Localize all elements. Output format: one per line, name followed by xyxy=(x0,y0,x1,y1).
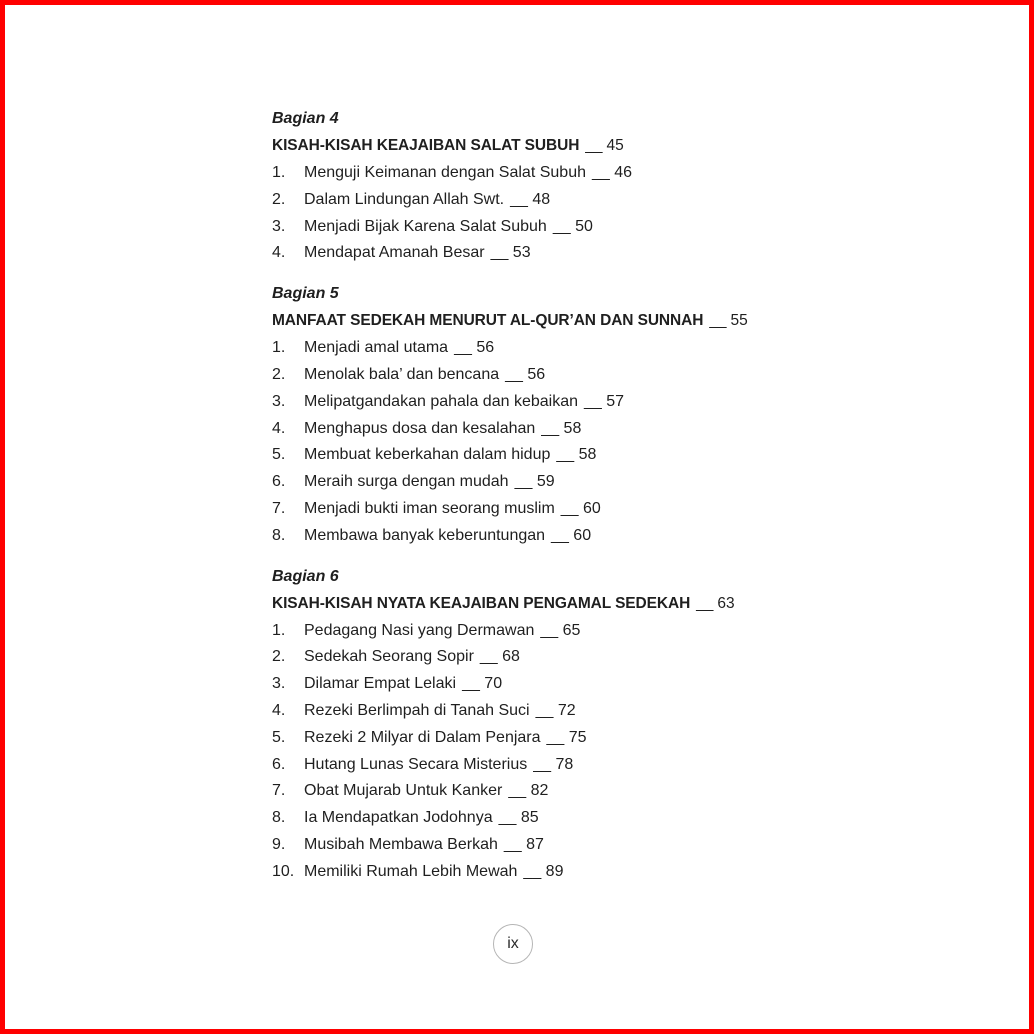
toc-item-number: 2. xyxy=(272,648,286,666)
toc-item-title: Rezeki Berlimpah di Tanah Suci xyxy=(304,701,530,719)
toc-item-number: 8. xyxy=(272,526,286,544)
toc-item-title: Dilamar Empat Lelaki xyxy=(304,675,457,693)
toc-item-page: __ 82 xyxy=(508,782,549,800)
toc-item-page: __ 65 xyxy=(540,621,581,639)
toc-item-page: __ 85 xyxy=(498,809,539,827)
toc-item-page: __ 68 xyxy=(479,648,520,666)
toc-item-page: __ 48 xyxy=(510,190,551,208)
toc-item xyxy=(272,700,832,727)
toc-section xyxy=(272,566,832,888)
toc-item-number: 8. xyxy=(272,809,286,827)
toc-item-page: __ 50 xyxy=(552,217,593,235)
part-title-page: __ 55 xyxy=(709,312,748,330)
toc-item xyxy=(272,418,832,445)
toc-item-number: 6. xyxy=(272,755,286,773)
toc-item-title: Menghapus dosa dan kesalahan xyxy=(304,419,536,437)
toc-item xyxy=(272,216,832,243)
part-title xyxy=(272,593,832,620)
toc-item-title: Sedekah Seorang Sopir xyxy=(304,648,474,666)
toc-item-number: 7. xyxy=(272,782,286,800)
toc-item-title: Mendapat Amanah Besar xyxy=(304,244,485,262)
part-title-page: __ 63 xyxy=(696,594,735,612)
toc-item-number: 2. xyxy=(272,190,286,208)
toc-item xyxy=(272,727,832,754)
toc-item xyxy=(272,807,832,834)
toc-item xyxy=(272,780,832,807)
toc-item-page: __ 46 xyxy=(591,164,633,181)
toc-item-number: 9. xyxy=(272,835,286,853)
toc-item-number: 1. xyxy=(272,621,286,639)
toc-item-number: 3. xyxy=(272,675,286,693)
toc-item xyxy=(272,620,832,647)
toc-item-title: Menjadi Bijak Karena Salat Subuh xyxy=(304,217,547,235)
toc-section xyxy=(272,108,832,269)
toc-item xyxy=(272,444,832,471)
part-label: Bagian 5 xyxy=(272,285,339,303)
part-title-text: MANFAAT SEDEKAH MENURUT AL-QUR’AN DAN SUNNAH xyxy=(272,312,704,330)
part-title xyxy=(272,135,832,162)
toc-item-page: __ 58 xyxy=(541,419,582,437)
toc-item-page: __ 75 xyxy=(546,728,587,746)
toc-item xyxy=(272,471,832,498)
toc-item-page: __ 57 xyxy=(584,392,625,410)
toc-item-page: __ 60 xyxy=(551,526,592,544)
toc-item-title: Menjadi amal utama xyxy=(304,339,449,357)
toc-item xyxy=(272,391,832,418)
toc-item-number: 2. xyxy=(272,365,286,383)
toc-item-page: __ 59 xyxy=(514,473,555,491)
toc-item-number: 4. xyxy=(272,244,286,262)
toc-item-page: __ 56 xyxy=(505,365,546,383)
toc-item-title: Meraih surga dengan mudah xyxy=(304,473,509,491)
toc-item xyxy=(272,834,832,861)
toc-section xyxy=(272,283,832,551)
toc-item-title: Musibah Membawa Berkah xyxy=(304,835,498,853)
toc-item-page: __ 53 xyxy=(490,244,531,262)
toc-item-page: __ 89 xyxy=(523,862,564,880)
toc-item xyxy=(272,673,832,700)
toc-item xyxy=(272,189,832,216)
toc-item xyxy=(272,364,832,391)
toc-item-title: Menjadi bukti iman seorang muslim xyxy=(304,499,555,517)
toc-item-title: Rezeki 2 Milyar di Dalam Penjara xyxy=(304,728,541,746)
toc-item-page: __ 56 xyxy=(454,339,495,357)
toc-item-page: __ 72 xyxy=(535,701,576,719)
part-title-page: __ 45 xyxy=(585,137,624,154)
part-title-text: KISAH-KISAH NYATA KEAJAIBAN PENGAMAL SEDEKAH xyxy=(272,594,691,612)
part-title-text: KISAH-KISAH KEAJAIBAN SALAT SUBUH xyxy=(272,137,580,154)
toc-item xyxy=(272,525,832,552)
part-label: Bagian 4 xyxy=(272,110,339,127)
toc-item-page: __ 70 xyxy=(462,675,503,693)
toc-item-title: Ia Mendapatkan Jodohnya xyxy=(304,809,493,827)
toc-item-number: 5. xyxy=(272,446,286,464)
page-number: ix xyxy=(493,924,533,964)
toc-item-page: __ 60 xyxy=(560,499,601,517)
toc-item-title: Melipatgandakan pahala dan kebaikan xyxy=(304,392,578,410)
toc-item-title: Hutang Lunas Secara Misterius xyxy=(304,755,528,773)
part-label: Bagian 6 xyxy=(272,567,339,585)
toc-item-title: Membawa banyak keberuntungan xyxy=(304,526,546,544)
toc-item xyxy=(272,861,832,888)
toc-item-title: Menolak bala’ dan bencana xyxy=(304,365,500,383)
toc-item xyxy=(272,498,832,525)
toc-item-number: 5. xyxy=(272,728,286,746)
toc-item-number: 4. xyxy=(272,701,286,719)
toc-item-number: 1. xyxy=(272,339,286,357)
toc-item xyxy=(272,242,832,269)
toc-item-number: 6. xyxy=(272,473,286,491)
toc-item-number: 7. xyxy=(272,499,286,517)
toc-item-title: Memiliki Rumah Lebih Mewah xyxy=(304,862,518,880)
toc-item xyxy=(272,337,832,364)
toc-item-number: 3. xyxy=(272,217,286,235)
table-of-contents xyxy=(272,108,832,902)
toc-item-number: 1. xyxy=(272,164,286,181)
toc-item-title: Pedagang Nasi yang Dermawan xyxy=(304,621,535,639)
toc-item-title: Obat Mujarab Untuk Kanker xyxy=(304,782,503,800)
part-title xyxy=(272,310,832,337)
toc-item-number: 4. xyxy=(272,419,286,437)
toc-item xyxy=(272,646,832,673)
toc-item-title: Membuat keberkahan dalam hidup xyxy=(304,446,551,464)
toc-item-page: __ 78 xyxy=(533,755,574,773)
toc-item-number: 3. xyxy=(272,392,286,410)
toc-item-page: __ 58 xyxy=(556,446,597,464)
toc-item-page: __ 87 xyxy=(503,835,544,853)
toc-item xyxy=(272,162,832,189)
toc-item xyxy=(272,754,832,781)
toc-item-title: Dalam Lindungan Allah Swt. xyxy=(304,190,505,208)
toc-item-number: 10. xyxy=(272,862,295,880)
toc-item-title: Menguji Keimanan dengan Salat Subuh xyxy=(304,164,586,181)
